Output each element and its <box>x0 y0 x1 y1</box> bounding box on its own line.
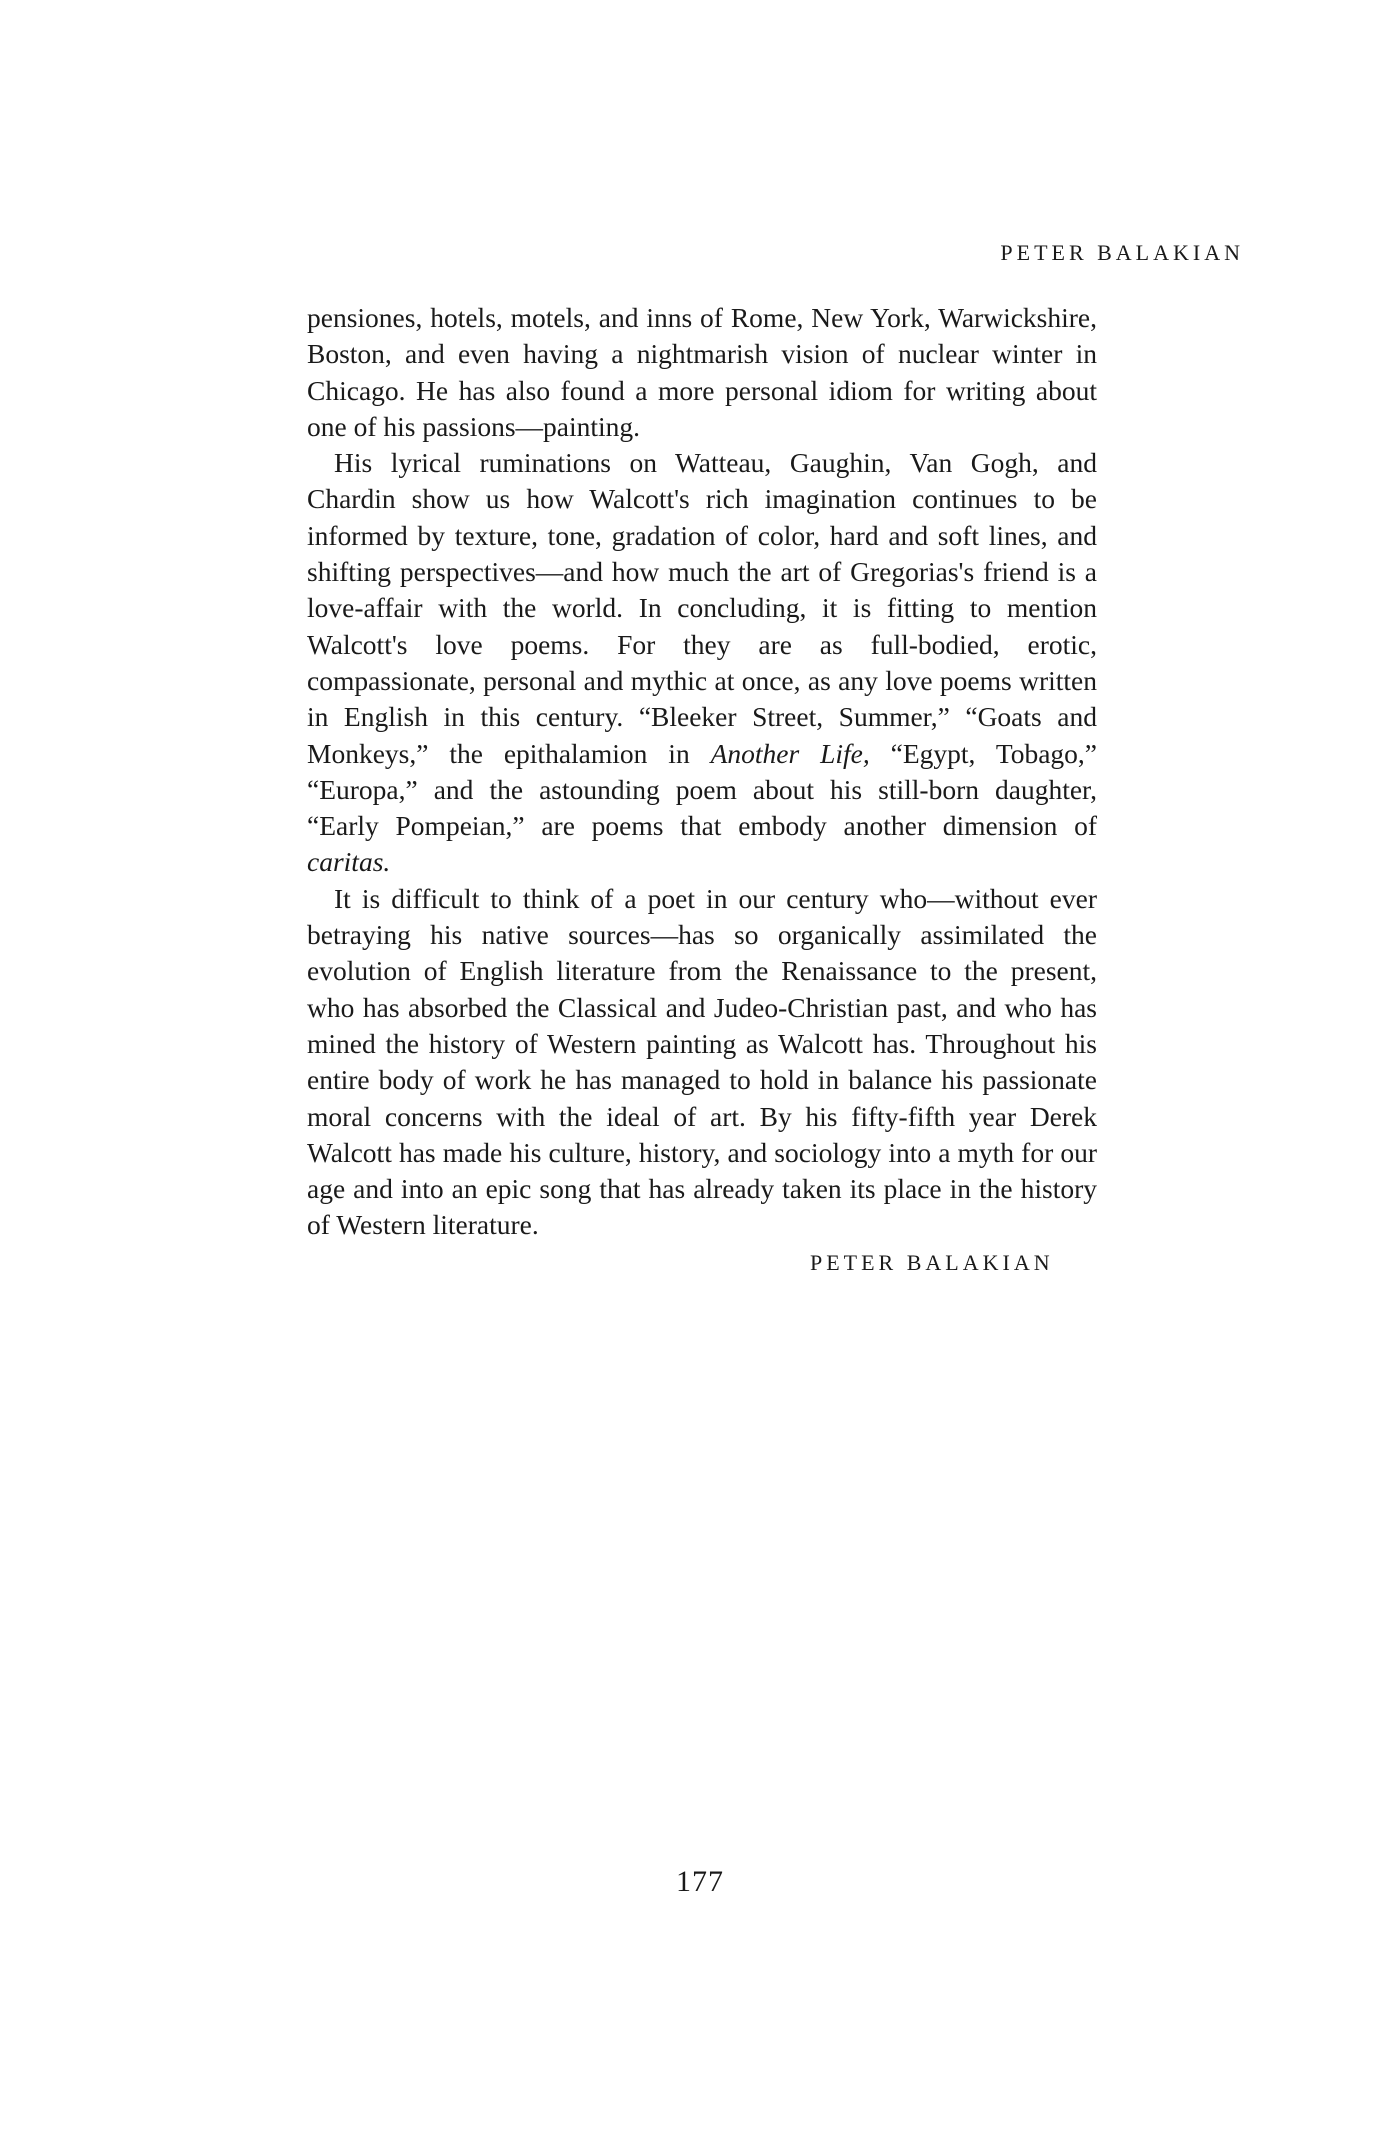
paragraph-2-text-b: “Egypt, Tobago,” “Europa,” and the astounding poem about his still-born daughter, “Early Pompeian,” are poems that embody another dimension of <box>307 737 1098 842</box>
paragraph-2 <box>307 445 1097 881</box>
author-signature: PETER BALAKIAN <box>810 1250 1054 1275</box>
book-title-another-life: Another Life, <box>710 737 870 769</box>
paragraph-2-text-a: His lyrical ruminations on Watteau, Gaughin, Van Gogh, and Chardin show us how Walcott's rich imagination continues to be informed by texture, tone, gradation of color, hard and soft lines, and shifting perspectives—and how much the art of Gregorias's friend is a love-affair with the world. In concluding, it is fitting to mention Walcott's love poems. For they are as full-bodied, erotic, compassionate, personal and mythic at once, as any love poems written in English in this century. “Bleeker Street, Summer,” “Goats and Monkeys,” the epithalamion in <box>307 447 1097 769</box>
paragraph-1: pensiones, hotels, motels, and inns of Rome, New York, Warwickshire, Boston, and even having a nightmarish vision of nuclear winter in Chicago. He has also found a more personal idiom for writing about one of his passions—painting. <box>307 302 1097 442</box>
page-number: 177 <box>676 1865 724 1898</box>
running-head: PETER BALAKIAN <box>1000 240 1244 265</box>
paragraph-3: It is difficult to think of a poet in our century who—without ever betraying his native sources—has so organically assimilated the evolution of English literature from the Renaissance to the present, who has absorbed the Classical and Judeo-Christian past, and who has mined the history of Western painting as Walcott has. Throughout his entire body of work he has managed to hold in balance his passionate moral concerns with the ideal of art. By his fifty-fifth year Derek Walcott has made his culture, history, and sociology into a myth for our age and into an epic song that has already taken its place in the history of Western literature. <box>307 882 1097 1241</box>
term-caritas: caritas. <box>307 846 391 878</box>
article-body <box>307 300 1097 1244</box>
